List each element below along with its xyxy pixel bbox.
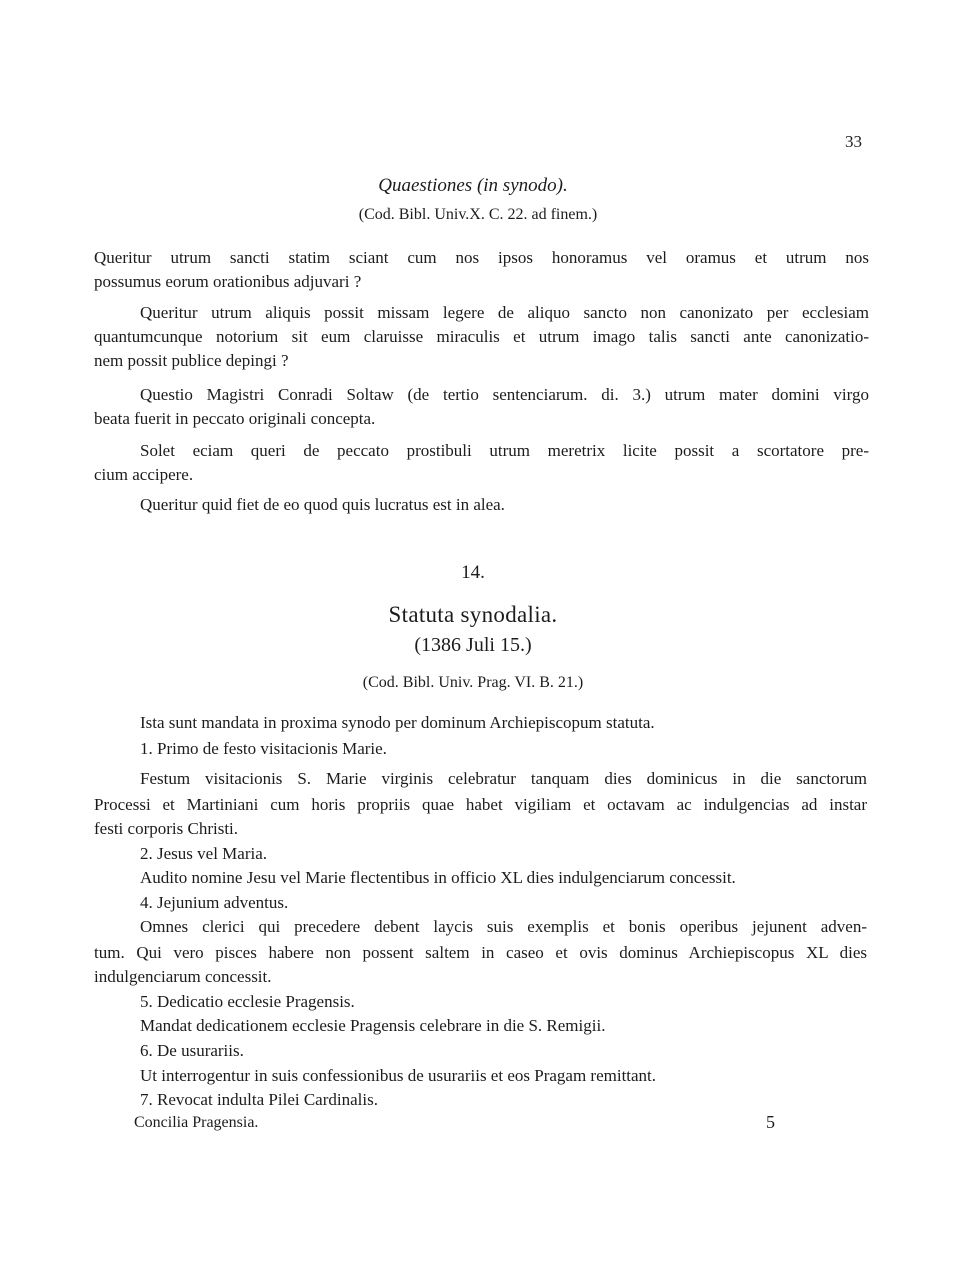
section-number: 14. <box>461 562 485 583</box>
text-line: quantumcunque notorium sit eum claruisse miraculis et utrum imago talis sancti ante canonizatio- <box>94 327 869 346</box>
text-line: 2. Jesus vel Maria. <box>140 844 268 863</box>
text-line: Ut interrogentur in suis confessionibus de usurariis et eos Pragam remittant. <box>140 1066 657 1085</box>
page-number: 33 <box>845 132 862 151</box>
text-line: possumus eorum orationibus adjuvari ? <box>94 272 362 291</box>
text-line: Solet eciam queri de peccato prostibuli utrum meretrix licite possit a scortatore pre- <box>140 441 869 460</box>
running-title: Concilia Pragensia. <box>134 1114 259 1131</box>
text-line: 4. Jejunium adventus. <box>140 893 289 912</box>
text-line: 1. Primo de festo visitacionis Marie. <box>140 739 387 758</box>
text-line: nem possit publice depingi ? <box>94 351 289 370</box>
text-line: Queritur utrum sancti statim sciant cum nos ipsos honoramus vel oramus et utrum nos <box>94 248 869 267</box>
statute-title: Statuta synodalia. <box>388 602 558 627</box>
text-line: Omnes clerici qui precedere debent laycis suis exemplis et bonis operibus jejunent adven- <box>140 917 867 936</box>
text-line: Queritur quid fiet de eo quod quis lucratus est in alea. <box>140 495 505 514</box>
text-line: indulgenciarum concessit. <box>94 967 272 986</box>
signature-mark: 5 <box>766 1112 775 1132</box>
questiones-source: (Cod. Bibl. Univ.X. C. 22. ad finem.) <box>358 206 598 223</box>
text-line: Festum visitacionis S. Marie virginis celebratur tanquam dies dominicus in die sanctorum <box>140 769 867 788</box>
text-line: Audito nomine Jesu vel Marie flectentibus in officio XL dies indulgenciarum concessit. <box>140 868 736 887</box>
text-line: beata fuerit in peccato originali concepta. <box>94 409 376 428</box>
text-line: Queritur utrum aliquis possit missam legere de aliquo sancto non canonizato per ecclesiam <box>140 303 869 322</box>
text-line: 6. De usurariis. <box>140 1041 244 1060</box>
text-line: Ista sunt mandata in proxima synodo per dominum Archiepiscopum statuta. <box>140 713 655 732</box>
text-line: Mandat dedicationem ecclesie Pragensis celebrare in die S. Remigii. <box>140 1016 606 1035</box>
text-line: festi corporis Christi. <box>94 819 239 838</box>
statute-source: (Cod. Bibl. Univ. Prag. VI. B. 21.) <box>362 674 584 691</box>
text-line: Processi et Martiniani cum horis propriis quae habet vigiliam et octavam ac indulgencias ad instar <box>94 795 867 814</box>
text-line: Questio Magistri Conradi Soltaw (de tertio sentenciarum. di. 3.) utrum mater domini virgo <box>140 385 869 404</box>
questiones-title: Quaestiones (in synodo). <box>378 175 568 196</box>
text-line: cium accipere. <box>94 465 194 484</box>
text-line: 7. Revocat indulta Pilei Cardinalis. <box>140 1090 378 1109</box>
text-line: 5. Dedicatio ecclesie Pragensis. <box>140 992 355 1011</box>
statute-date: (1386 Juli 15.) <box>414 634 532 656</box>
text-line: tum. Qui vero pisces habere non possent saltem in caseo et ovis dominus Archiepiscopus XL dies <box>94 943 867 962</box>
